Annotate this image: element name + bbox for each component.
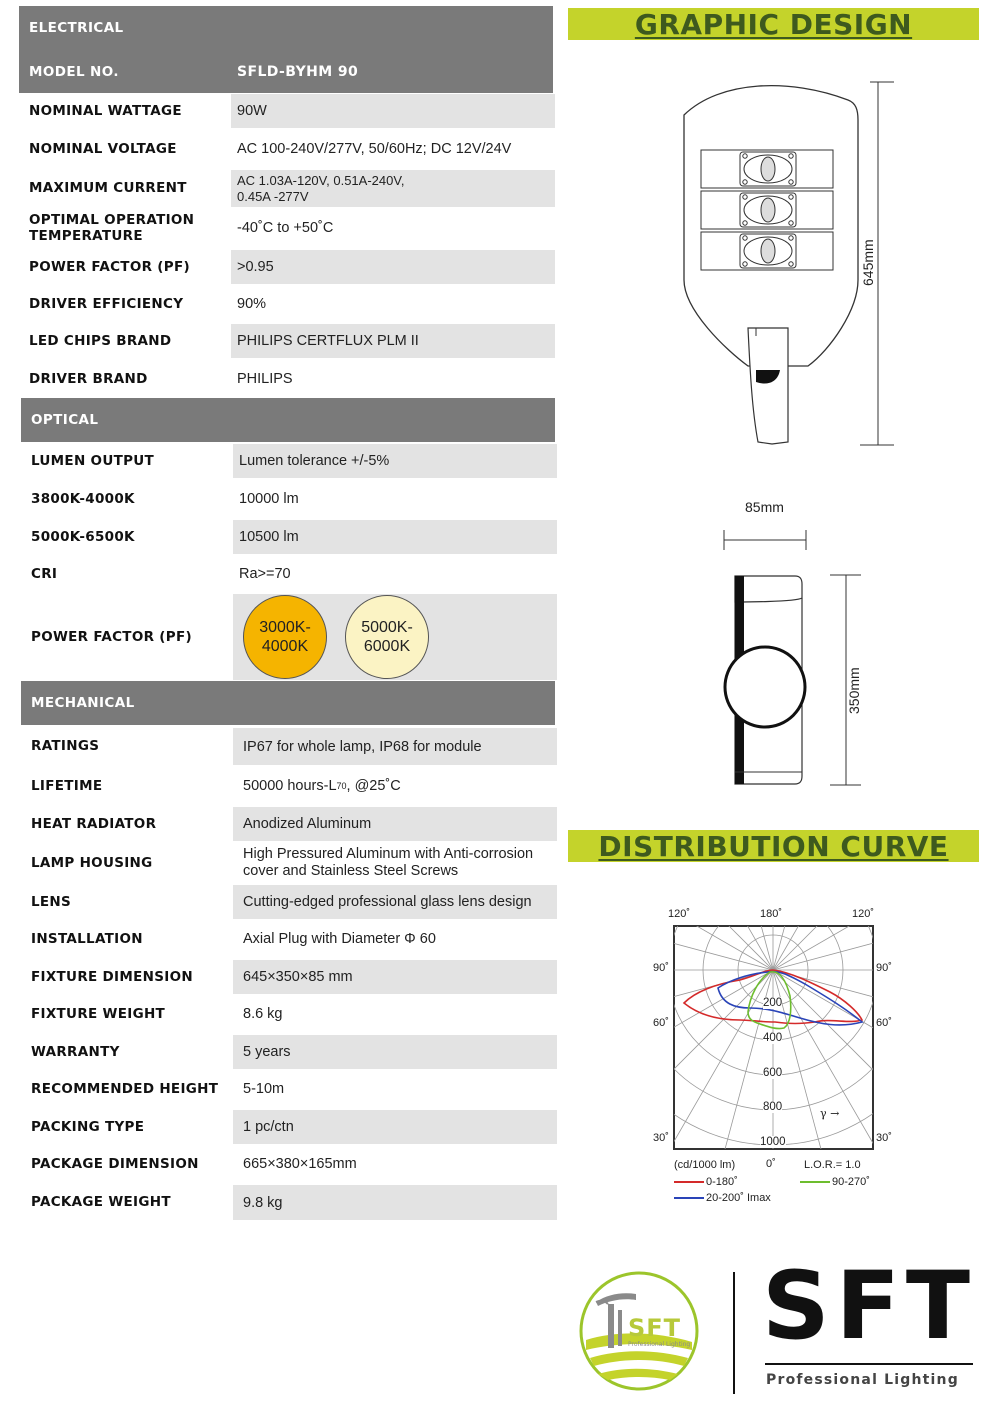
spec-row bbox=[19, 324, 555, 358]
spec-label: INSTALLATION bbox=[31, 930, 143, 947]
spec-value: 665×380×165mm bbox=[243, 1156, 357, 1172]
spec-value: >0.95 bbox=[231, 250, 555, 284]
model-row bbox=[19, 50, 553, 93]
section-title: ELECTRICAL bbox=[29, 20, 124, 36]
spec-row bbox=[21, 1110, 557, 1144]
spec-label: LENS bbox=[31, 893, 72, 910]
spec-label: LED CHIPS BRAND bbox=[29, 332, 172, 349]
spec-row bbox=[19, 94, 555, 128]
wordmark-underline bbox=[765, 1363, 973, 1365]
spec-row bbox=[21, 807, 557, 841]
spec-value bbox=[233, 844, 557, 882]
model-value: SFLD-BYHM 90 bbox=[237, 63, 359, 80]
spec-label: PACKAGE WEIGHT bbox=[31, 1194, 171, 1211]
radial-label: 600 bbox=[763, 1067, 783, 1079]
spec-label: LAMP HOUSING bbox=[31, 854, 153, 871]
spec-row bbox=[21, 557, 557, 591]
spec-label: RECOMMENDED HEIGHT bbox=[31, 1080, 219, 1097]
spec-value: -40˚C to +50˚C bbox=[237, 220, 334, 236]
spec-value: PHILIPS bbox=[237, 371, 293, 387]
spec-value: 90% bbox=[237, 296, 267, 312]
brand-divider bbox=[733, 1272, 735, 1394]
spec-label-line: TEMPERATURE bbox=[29, 228, 143, 244]
spec-label: NOMINAL WATTAGE bbox=[29, 102, 182, 119]
spec-label: WARRANTY bbox=[31, 1043, 120, 1060]
spec-value: Anodized Aluminum bbox=[233, 807, 557, 841]
brand-tagline: Professional Lighting bbox=[766, 1372, 959, 1388]
spec-row bbox=[21, 1072, 557, 1106]
spec-row bbox=[21, 768, 557, 804]
radial-label: 200 bbox=[763, 997, 783, 1009]
radial-label: 400 bbox=[763, 1032, 783, 1044]
cct-options bbox=[233, 594, 557, 680]
spec-label: HEAT RADIATOR bbox=[31, 815, 157, 832]
spec-row bbox=[21, 960, 557, 994]
spec-label: POWER FACTOR (PF) bbox=[31, 628, 192, 645]
model-label: MODEL NO. bbox=[29, 63, 119, 80]
spec-value-line: High Pressured Aluminum with Anti-corrosion bbox=[243, 846, 534, 863]
cct-badge-warm: 3000K- 4000K bbox=[243, 595, 327, 679]
spec-label: RATINGS bbox=[31, 738, 100, 755]
legend-item: 90-270˚ bbox=[800, 1176, 870, 1188]
spec-row bbox=[21, 1035, 557, 1069]
spec-label: PACKAGE DIMENSION bbox=[31, 1155, 199, 1172]
radial-label: 1000 bbox=[760, 1136, 786, 1148]
spec-value: PHILIPS CERTFLUX PLM II bbox=[231, 324, 555, 358]
spec-value: 10500 lm bbox=[233, 520, 557, 554]
spec-value: 90W bbox=[231, 94, 555, 128]
spec-value: 5 years bbox=[233, 1035, 557, 1069]
spec-value-line: AC 1.03A-120V, 0.51A-240V, bbox=[237, 172, 405, 188]
angle-label: 30˚ bbox=[653, 1132, 669, 1144]
spec-label: FIXTURE WEIGHT bbox=[31, 1005, 166, 1022]
spec-label: DRIVER EFFICIENCY bbox=[29, 295, 184, 312]
emblem-text: SFT bbox=[628, 1314, 682, 1342]
spec-label: POWER FACTOR (PF) bbox=[29, 258, 190, 275]
spec-label: LUMEN OUTPUT bbox=[31, 452, 155, 469]
angle-label: 120˚ bbox=[852, 908, 875, 920]
polar-diagram bbox=[640, 900, 910, 1210]
spec-row bbox=[19, 132, 555, 166]
spec-label: NOMINAL VOLTAGE bbox=[29, 140, 177, 157]
spec-value bbox=[231, 170, 555, 207]
legend-swatch-blue bbox=[674, 1197, 704, 1199]
optical-header bbox=[21, 398, 555, 442]
spec-row bbox=[21, 1147, 557, 1181]
spec-row bbox=[19, 250, 555, 284]
spec-value: IP67 for whole lamp, IP68 for module bbox=[233, 728, 557, 765]
spec-label: DRIVER BRAND bbox=[29, 370, 148, 387]
spec-value: Axial Plug with Diameter Φ 60 bbox=[243, 931, 436, 947]
emblem-subtext: Professional Lighting bbox=[628, 1341, 691, 1348]
spec-row bbox=[21, 728, 557, 765]
angle-label: 90˚ bbox=[876, 962, 892, 974]
spec-value: 5-10m bbox=[243, 1081, 285, 1097]
spec-row bbox=[21, 997, 557, 1031]
spec-row bbox=[21, 885, 557, 919]
spec-label: FIXTURE DIMENSION bbox=[31, 968, 193, 985]
angle-label: 180˚ bbox=[760, 908, 783, 920]
legend-item: 0-180˚ bbox=[674, 1176, 738, 1188]
spec-value: 8.6 kg bbox=[243, 1006, 283, 1022]
angle-label: 90˚ bbox=[653, 962, 669, 974]
spec-value: Cutting-edged professional glass lens design bbox=[233, 885, 557, 919]
spec-row bbox=[21, 482, 557, 516]
spec-value: Ra>=70 bbox=[239, 566, 291, 582]
mechanical-header bbox=[21, 681, 555, 725]
legend-swatch-green bbox=[800, 1181, 830, 1183]
gamma-arrow-icon: → bbox=[830, 1107, 840, 1120]
angle-label: 0˚ bbox=[766, 1158, 776, 1170]
distribution-curve-banner bbox=[568, 830, 979, 862]
graphic-design-banner bbox=[568, 8, 979, 40]
section-title: OPTICAL bbox=[31, 412, 99, 428]
spec-label: MAXIMUM CURRENT bbox=[29, 180, 187, 197]
spec-label: 5000K-6500K bbox=[31, 528, 135, 545]
spec-value: 10000 lm bbox=[239, 491, 299, 507]
sft-wordmark: SFT bbox=[762, 1252, 977, 1361]
spec-value: 9.8 kg bbox=[233, 1185, 557, 1220]
spec-value: 645×350×85 mm bbox=[233, 960, 557, 994]
section-title: MECHANICAL bbox=[31, 695, 135, 711]
spec-value: Lumen tolerance +/-5% bbox=[233, 444, 557, 478]
electrical-header bbox=[19, 6, 553, 50]
spec-value: AC 100-240V/277V, 50/60Hz; DC 12V/24V bbox=[237, 141, 512, 157]
spec-label-line: OPTIMAL OPERATION bbox=[29, 211, 195, 228]
spec-row bbox=[19, 170, 555, 207]
spec-label: 3800K-4000K bbox=[31, 490, 135, 507]
lor-label: L.O.R.= 1.0 bbox=[804, 1159, 861, 1171]
spec-label: PACKING TYPE bbox=[31, 1118, 145, 1135]
spec-row bbox=[21, 520, 557, 554]
radial-label: 800 bbox=[763, 1101, 783, 1113]
spec-value: 1 pc/ctn bbox=[233, 1110, 557, 1144]
unit-label: (cd/1000 lm) bbox=[674, 1159, 736, 1171]
spec-row bbox=[21, 444, 557, 478]
spec-row bbox=[21, 1185, 557, 1220]
angle-label: 120˚ bbox=[668, 908, 691, 920]
fixture-side-view-drawing bbox=[715, 520, 875, 800]
spec-row bbox=[19, 362, 555, 396]
angle-label: 60˚ bbox=[876, 1017, 892, 1029]
angle-label: 60˚ bbox=[653, 1017, 669, 1029]
depth-dimension-label: 85mm bbox=[745, 499, 784, 515]
spec-label: LIFETIME bbox=[31, 777, 103, 794]
distribution-curve-title: DISTRIBUTION CURVE bbox=[598, 829, 949, 863]
spec-row bbox=[21, 594, 557, 680]
spec-row bbox=[21, 922, 557, 956]
spec-value-line: 0.45A -277V bbox=[237, 188, 309, 204]
graphic-design-title: GRAPHIC DESIGN bbox=[634, 7, 913, 41]
angle-label: 30˚ bbox=[876, 1132, 892, 1144]
spec-label: CRI bbox=[31, 565, 58, 582]
legend-swatch-red bbox=[674, 1181, 704, 1183]
cct-badge-cool: 5000K- 6000K bbox=[345, 595, 429, 679]
length-dimension-label: 645mm bbox=[860, 239, 876, 286]
spec-row bbox=[19, 210, 555, 246]
spec-row bbox=[21, 844, 557, 882]
spec-label bbox=[19, 212, 231, 244]
spec-value-line: cover and Stainless Steel Screws bbox=[243, 863, 459, 879]
gamma-label: γ → bbox=[820, 1107, 840, 1120]
spec-value: 50000 hours-L 70 , @25˚C bbox=[243, 778, 401, 794]
width-dimension-label: 350mm bbox=[846, 667, 862, 714]
spec-row bbox=[19, 287, 555, 321]
legend-item: 20-200˚ Imax bbox=[674, 1192, 771, 1204]
